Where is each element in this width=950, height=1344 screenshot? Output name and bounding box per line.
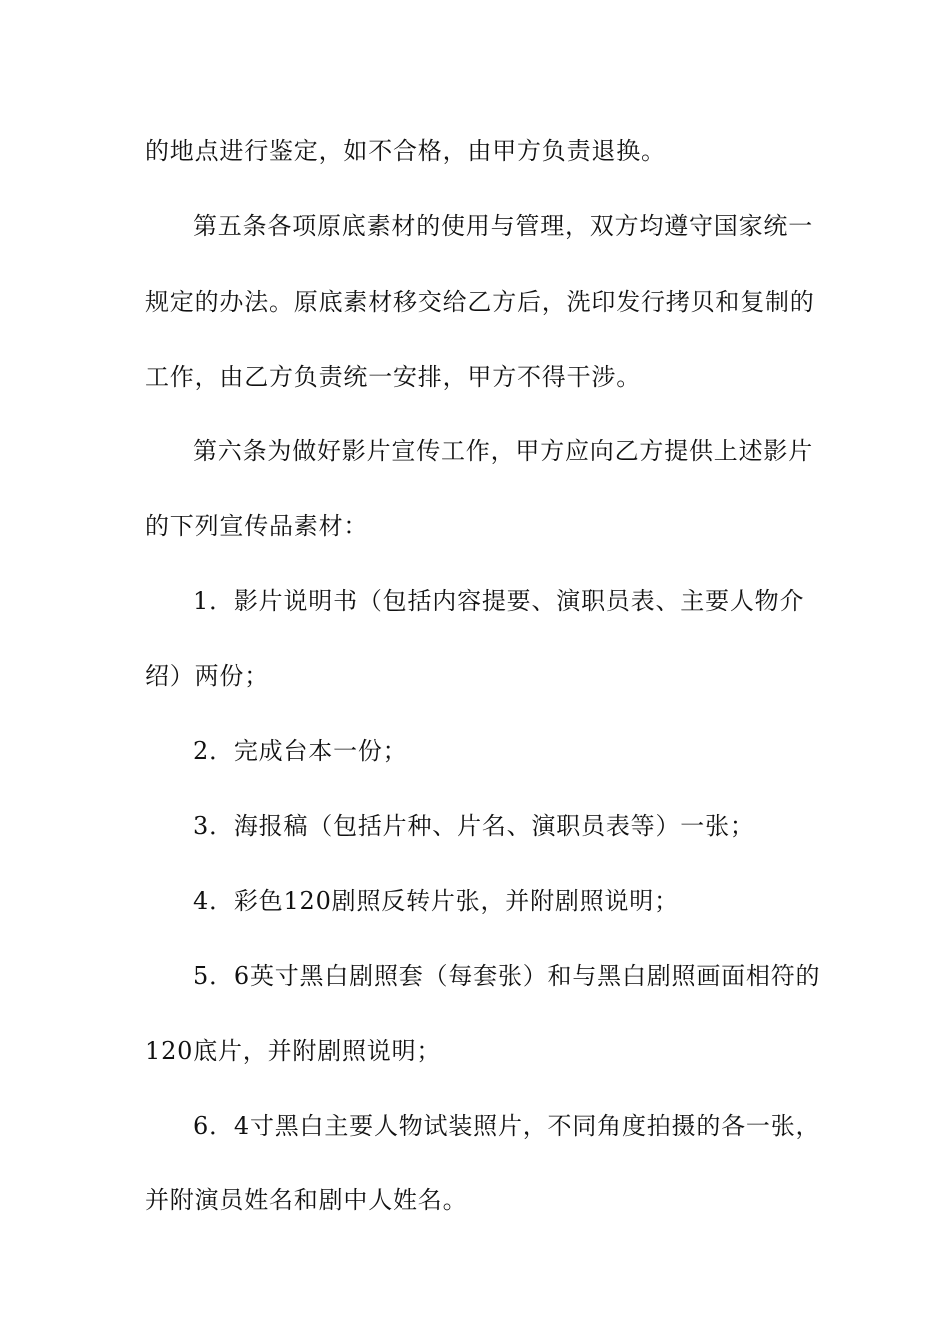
text-line: 绍）两份； — [145, 662, 269, 690]
text-line: 规定的办法。原底素材移交给乙方后，洗印发行拷贝和复制的 — [145, 288, 815, 316]
text-line: 第五条各项原底素材的使用与管理，双方均遵守国家统一 — [193, 212, 813, 240]
list-item: 5．6英寸黑白剧照套（每套张）和与黑白剧照画面相符的 — [193, 962, 821, 990]
text-line: 第六条为做好影片宣传工作，甲方应向乙方提供上述影片 — [193, 437, 813, 465]
text-line: 并附演员姓名和剧中人姓名。 — [145, 1186, 468, 1214]
text-line: 工作，由乙方负责统一安排，甲方不得干涉。 — [145, 363, 641, 391]
list-item: 3．海报稿（包括片种、片名、演职员表等）一张； — [193, 812, 755, 840]
text-line: 的地点进行鉴定，如不合格，由甲方负责退换。 — [145, 137, 666, 165]
list-item: 2．完成台本一份； — [193, 737, 408, 765]
text-line: 120底片，并附剧照说明； — [145, 1037, 442, 1065]
list-item: 6．4寸黑白主要人物试装照片，不同角度拍摄的各一张， — [193, 1112, 821, 1140]
list-item: 4．彩色120剧照反转片张，并附剧照说明； — [193, 887, 679, 915]
text-line: 的下列宣传品素材： — [145, 512, 369, 540]
list-item: 1．影片说明书（包括内容提要、演职员表、主要人物介 — [193, 587, 805, 615]
